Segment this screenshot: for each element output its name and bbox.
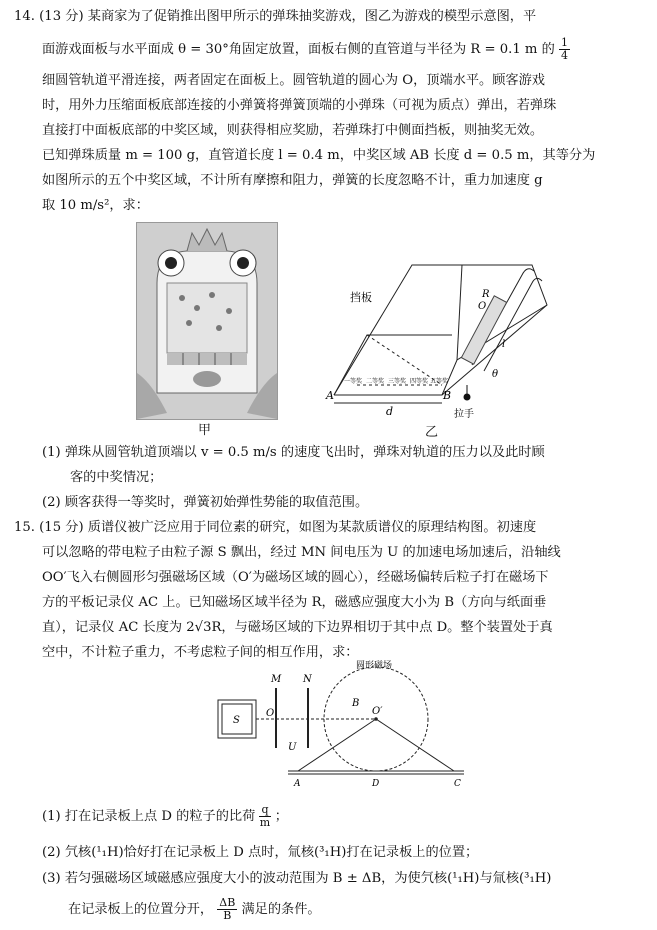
- point-o-label: O: [266, 708, 275, 719]
- q14-sub1-line-1: (1) 弹珠从圆管轨道顶端以 v = 0.5 m/s 的速度飞出时，弹珠对轨道的压力以及此时顾: [42, 445, 545, 460]
- q14-line-2-text: 面游戏面板与水平面成 θ = 30°角固定放置，面板右侧的直管道与半径为 R = 0.1 m 的: [42, 42, 555, 57]
- frac-den: m: [259, 816, 271, 829]
- q15-line-4: 方的平板记录仪 AC 上。已知磁场区域半径为 R，磁感应强度大小为 B（方向与纸面垂: [42, 595, 547, 610]
- q14-line-8: 取 10 m/s²，求：: [42, 198, 149, 213]
- point-b-label: B: [443, 389, 452, 402]
- prize-zone-5: 五等奖: [430, 378, 449, 385]
- length-l-label: l: [502, 339, 506, 350]
- frac-den: 4: [561, 49, 568, 62]
- pinball-model-svg: [322, 235, 554, 420]
- q14-line-1: 14. (13 分) 某商家为了促销推出图甲所示的弹珠抽奖游戏，图乙为游戏的模型示意图，平: [14, 9, 537, 24]
- voltage-u-label: U: [288, 742, 297, 753]
- field-b-label: B: [352, 698, 360, 709]
- point-d-label: D: [372, 779, 380, 789]
- radius-r-label: R: [482, 289, 490, 300]
- length-d-label: d: [386, 405, 394, 418]
- fraction-one-quarter: [559, 37, 570, 62]
- frac-num: q: [261, 803, 269, 816]
- prize-zone-3: 三等奖: [388, 378, 407, 385]
- delta-b-over-b-fraction: [217, 897, 237, 922]
- q15-line-6: 空中，不计粒子重力，不考虑粒子间的相互作用，求：: [42, 645, 359, 660]
- q15-sub1-tail: ；: [274, 809, 288, 824]
- prize-zone-1: 一等奖: [344, 378, 363, 385]
- figure-a-pinball-photo: [136, 222, 278, 420]
- plate-n-label: N: [303, 674, 312, 685]
- circular-field-label: 圆形磁场: [356, 661, 393, 671]
- q14-line-5: 直接打中面板底部的中奖区域，则获得相应奖励，若弹珠打中侧面挡板，则抽奖无效。: [42, 123, 544, 138]
- frac-den: B: [223, 909, 232, 922]
- baffle-label: 挡板: [350, 291, 372, 304]
- q15-sub3-line-1: (3) 若匀强磁场区域磁感应强度大小的波动范围为 B ± ΔB，为使氕核(¹₁H)与氚核(³₁H): [42, 871, 552, 886]
- q14-line-3: 细圆管轨道平滑连接，两者固定在面板上。圆管轨道的圆心为 O，顶端水平。顾客游戏: [42, 73, 545, 88]
- center-o-label: O: [478, 301, 487, 312]
- q14-line-7: 如图所示的五个中奖区域，不计所有摩擦和阻力，弹簧的长度忽略不计，重力加速度 g: [42, 173, 543, 188]
- point-a-label: A: [326, 389, 334, 402]
- q15-line-3: OO′飞入右侧圆形匀强磁场区域（O′为磁场区域的圆心），经磁场偏转后粒子打在磁场下: [42, 570, 549, 585]
- charge-mass-ratio-fraction: [259, 804, 270, 829]
- point-c-label: C: [454, 779, 461, 789]
- frac-num: 1: [561, 36, 568, 49]
- figure-b-caption: 乙: [425, 425, 439, 440]
- q15-sub3-line-2: [68, 897, 321, 922]
- frac-num: ΔB: [219, 896, 236, 909]
- q14-sub1-line-2: 客的中奖情况；: [70, 470, 163, 485]
- source-s-label: S: [233, 715, 240, 726]
- figure-b-model-diagram: [322, 235, 554, 420]
- prize-zone-4: 四等奖: [410, 378, 429, 385]
- q14-sub2: (2) 顾客获得一等奖时，弹簧初始弹性势能的取值范围。: [42, 495, 369, 510]
- center-oprime-label: O′: [372, 706, 383, 717]
- plate-m-label: M: [271, 674, 282, 685]
- q15-sub1-text: (1) 打在记录板上点 D 的粒子的比荷: [42, 809, 256, 824]
- angle-theta-label: θ: [492, 369, 499, 380]
- handle-label: 拉手: [454, 409, 474, 420]
- point-a-label: A: [294, 779, 301, 789]
- prize-zone-2: 二等奖: [366, 378, 385, 385]
- pinball-machine-illustration: [137, 223, 277, 419]
- q15-line-5: 直），记录仪 AC 长度为 2√3R，与磁场区域的下边界相切于其中点 D。整个装置处于真: [42, 620, 553, 635]
- q15-line-2: 可以忽略的带电粒子由粒子源 S 飘出，经过 MN 间电压为 U 的加速电场加速后，沿轴线: [42, 545, 561, 560]
- q15-sub1: [42, 804, 288, 829]
- mass-spectrometer-svg: [216, 660, 476, 790]
- q14-line-6: 已知弹珠质量 m = 100 g，直管道长度 l = 0.4 m，中奖区域 AB 长度 d = 0.5 m，其等分为: [42, 148, 596, 163]
- q15-sub2: (2) 氕核(¹₁H)恰好打在记录板上 D 点时，氚核(³₁H)打在记录板上的位置；: [42, 845, 479, 860]
- q14-line-4: 时，用外力压缩面板底部连接的小弹簧将弹簧顶端的小弹珠（可视为质点）弹出，若弹珠: [42, 98, 557, 113]
- q15-sub3-pre: 在记录板上的位置分开，: [68, 902, 214, 917]
- q15-sub3-post: 满足的条件。: [241, 902, 321, 917]
- q15-line-1: 15. (15 分) 质谱仪被广泛应用于同位素的研究，如图为某款质谱仪的原理结构图。初速度: [14, 520, 537, 535]
- mass-spectrometer-figure: [216, 660, 476, 790]
- figure-a-caption: 甲: [198, 423, 212, 438]
- q14-line-2: [42, 37, 570, 62]
